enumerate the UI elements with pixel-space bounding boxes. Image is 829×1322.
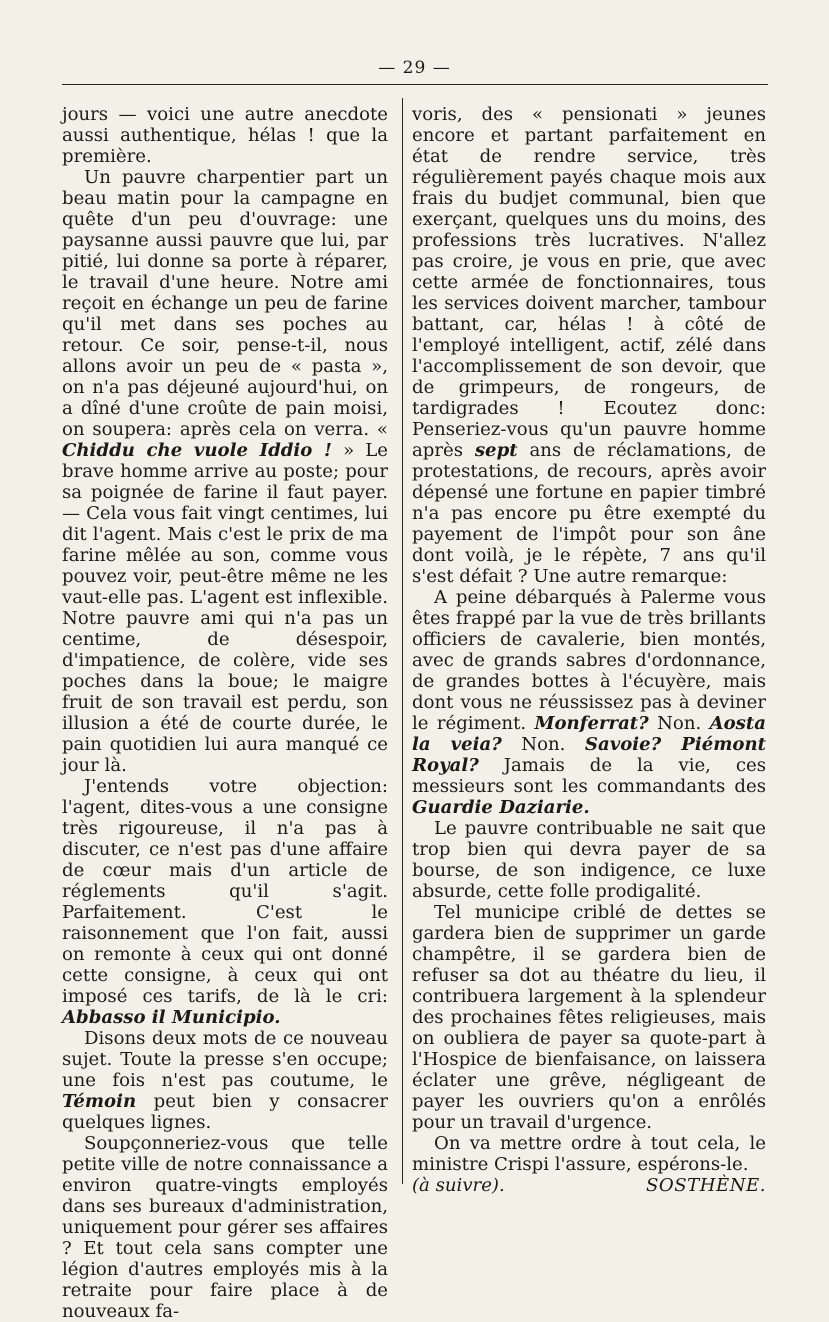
paragraph: Tel municipe criblé de dettes se gardera bien de supprimer un garde champêtre, il se gardera bien de refuser sa dot au théatre du lieu, il contribuera largement à la splendeur des prochaines fêtes religieuses, mais on oubliera de payer sa quote-part à l'Hospice de bienfaisance, on laissera éclater une grêve, négligeant de payer les ouvriers qu'on a enrôlés pour un travail d'urgence. [412,902,766,1133]
header-rule [62,84,768,85]
left-column [62,104,388,1322]
paragraph: Soupçonneriez-vous que telle petite ville de notre connaissance a environ quatre-vingts employés dans ses bureaux d'administration, uniquement pour gérer ses affaires ? Et tout cela sans compter une légion d'autres employés mis à la retraite pour faire place à de nouveaux fa- [62,1133,388,1322]
text-run: peut bien y consacrer quelques lignes. [62,1091,388,1133]
signature-line [412,1175,766,1196]
text-run: voris, des « pensionati » jeunes encore et partant parfaitement en état de rendre service, très régulièrement payés chaque mois aux frais du budjet communal, bien que exerçant, quelques uns du moins, des professions très lucratives. N'allez pas croire, je vous en prie, que avec cette armée de fonctionnaires, tous les services doivent marcher, tambour battant, car, hélas ! à côté de l'employé intelligent, actif, zélé dans l'accomplissement de son devoir, que de grimpeurs, de rongeurs, de tardigrades ! Ecoutez donc: Penseriez-vous qu'un pauvre homme après [412,104,766,461]
right-column [412,104,766,1196]
to-follow-note: (à suivre). [412,1175,505,1196]
text-run: Disons deux mots de ce nouveau sujet. Toute la presse s'en occupe; une fois n'est pas coutume, le [62,1028,388,1091]
paragraph [62,1028,388,1133]
paragraph [412,587,766,818]
italic-word: sept [474,440,518,461]
paragraph [62,167,388,776]
paragraph [62,776,388,1028]
column-divider [402,98,403,1184]
paragraph: jours — voici une autre anecdote aussi authentique, hélas ! que la première. [62,104,388,167]
text-run: J'entends votre objection: l'agent, dites-vous a une consigne très rigoureuse, il n'a pas à discuter, ce n'est pas d'une affaire de cœur mais d'un article de réglements qu'il s'agit. Parfaitement. C'est le raisonnement que l'on fait, aussi on remonte à ceux qui ont donné cette consigne, à ceux qui ont imposé ces tarifs, de là le cri: [62,776,388,1007]
paragraph [412,104,766,587]
page-number: — 29 — [378,58,451,78]
italic-word: Savoie? Piémont Royal? [412,734,766,776]
italic-title: Témoin [62,1091,137,1112]
text-run: Un pauvre charpentier part un beau matin pour la campagne en quête d'un peu d'ouvrage: une paysanne aussi pauvre que lui, par pitié, lui donne sa porte à réparer, le travail d'une heure. Notre ami reçoit en échange un peu de farine qu'il met dans ses poches au retour. Ce soir, pense-t-il, nous allons avoir un peu de « pasta », on n'a pas déjeuné aujourd'hui, on a dîné d'une croûte de pain moisi, on soupera: après cela on verra. « [62,167,388,440]
paragraph: On va mettre ordre à tout cela, le ministre Crispi l'assure, espérons-le. [412,1133,766,1175]
italic-quote: Chiddu che vuole Iddio ! [62,440,332,461]
text-run: Non. [521,734,566,755]
text-run: Jamais de la vie, ces messieurs sont les commandants des [412,755,766,797]
text-run: ans de réclamations, de protestations, de recours, après avoir dépensé une fortune en papier timbré n'a pas encore pu être exempté du payement de l'impôt pour son âne dont voilà, je le répète, 7 ans qu'il s'est défait ? Une autre remarque: [412,440,766,587]
text-run: » Le brave homme arrive au poste; pour sa poignée de farine il faut payer. — Cela vous fait vingt centimes, lui dit l'agent. Mais c'est le prix de ma farine mêlée au son, comme vous pouvez voir, peut-être même ne les vaut-elle pas. L'agent est inflexible. Notre pauvre ami qui n'a pas un centime, de désespoir, d'impatience, de colère, vide ses poches dans la boue; le maigre fruit de son travail est perdu, son illusion a été de courte durée, le pain quotidien lui aura manqué ce jour là. [62,440,388,776]
italic-word: Monferrat? [534,713,649,734]
author-signature: SOSTHÈNE. [646,1175,766,1196]
text-run: A peine débarqués à Palerme vous êtes frappé par la vue de très brillants officiers de cavalerie, bien montés, avec de grands sabres d'ordonnance, de grandes bottes à l'écuyère, mais dont vous ne réussissez pas à deviner le régiment. [412,587,766,734]
paragraph: Le pauvre contribuable ne sait que trop bien qui devra payer de sa bourse, de son indigence, ce luxe absurde, cette folle prodigalité. [412,818,766,902]
italic-word: Guardie Daziarie. [412,797,590,818]
text-run: Non. [657,713,702,734]
italic-word: Aosta la veia? [412,713,766,755]
italic-quote: Abbasso il Municipio. [62,1007,281,1028]
